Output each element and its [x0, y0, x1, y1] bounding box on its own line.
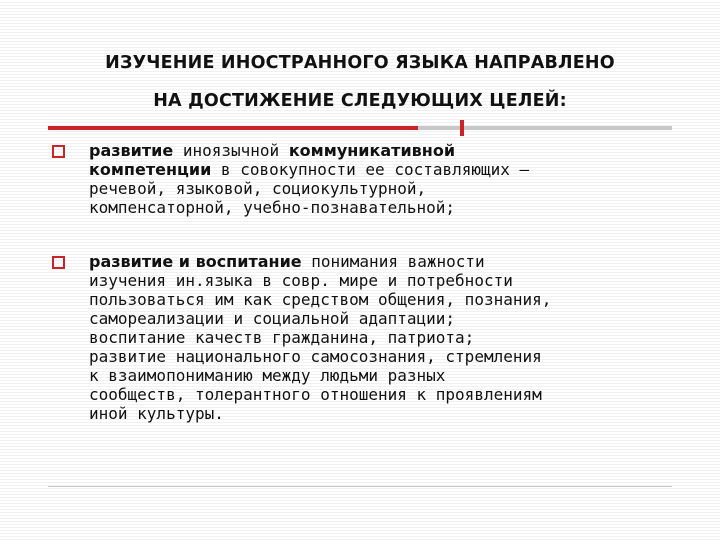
bold-text-run: развитие и воспитание — [89, 252, 302, 271]
text-run: сообществ, толерантного отношения к проявлениям — [89, 385, 542, 404]
bullet-text-line — [89, 198, 669, 217]
hollow-square-bullet-icon — [52, 256, 65, 269]
bold-text-run: развитие — [89, 141, 174, 160]
title-divider — [48, 126, 672, 130]
text-run: понимания важности — [301, 252, 485, 271]
text-run: изучения ин.языка в совр. мире и потребности — [89, 271, 513, 290]
bullet-text-line — [89, 290, 669, 309]
title-divider-marker — [460, 120, 464, 136]
text-run: компенсаторной, учебно-познавательной; — [89, 198, 456, 217]
bullet-text-line — [89, 252, 669, 271]
bullet-text-line — [89, 271, 669, 290]
text-run: развитие национального самосознания, стремления — [89, 347, 542, 366]
text-run: речевой, языковой, социокультурной, — [89, 179, 427, 198]
bullet-text — [89, 141, 669, 217]
bullet-text-line — [89, 179, 669, 198]
text-run: самореализации и социальной адаптации; — [89, 309, 456, 328]
footer-divider — [48, 486, 672, 487]
text-run: иноязычной — [173, 141, 289, 160]
bullet-text-line — [89, 141, 669, 160]
hollow-square-bullet-icon — [52, 145, 65, 158]
bold-text-run: компетенции — [89, 160, 212, 179]
text-run: в совокупности ее составляющих – — [211, 160, 530, 179]
slide-title-line-2: НА ДОСТИЖЕНИЕ СЛЕДУЮЩИХ ЦЕЛЕЙ: — [153, 91, 567, 111]
bullet-text-line — [89, 328, 669, 347]
bullet-text-line — [89, 404, 669, 423]
bold-text-run: коммуникативной — [288, 141, 456, 160]
bullet-text-line — [89, 385, 669, 404]
bullet-text-line — [89, 160, 669, 179]
bullet-text-line — [89, 309, 669, 328]
text-run: пользоваться им как средством общения, познания, — [89, 290, 552, 309]
bullet-text-line — [89, 366, 669, 385]
text-run: к взаимопониманию между людьми разных — [89, 366, 446, 385]
bullet-text-line — [89, 347, 669, 366]
text-run: иной культуры. — [89, 404, 224, 423]
title-divider-accent — [48, 126, 418, 130]
text-run: воспитание качеств гражданина, патриота; — [89, 328, 475, 347]
bullet-text — [89, 252, 669, 423]
slide-title-line-1: ИЗУЧЕНИЕ ИНОСТРАННОГО ЯЗЫКА НАПРАВЛЕНО — [105, 53, 615, 73]
